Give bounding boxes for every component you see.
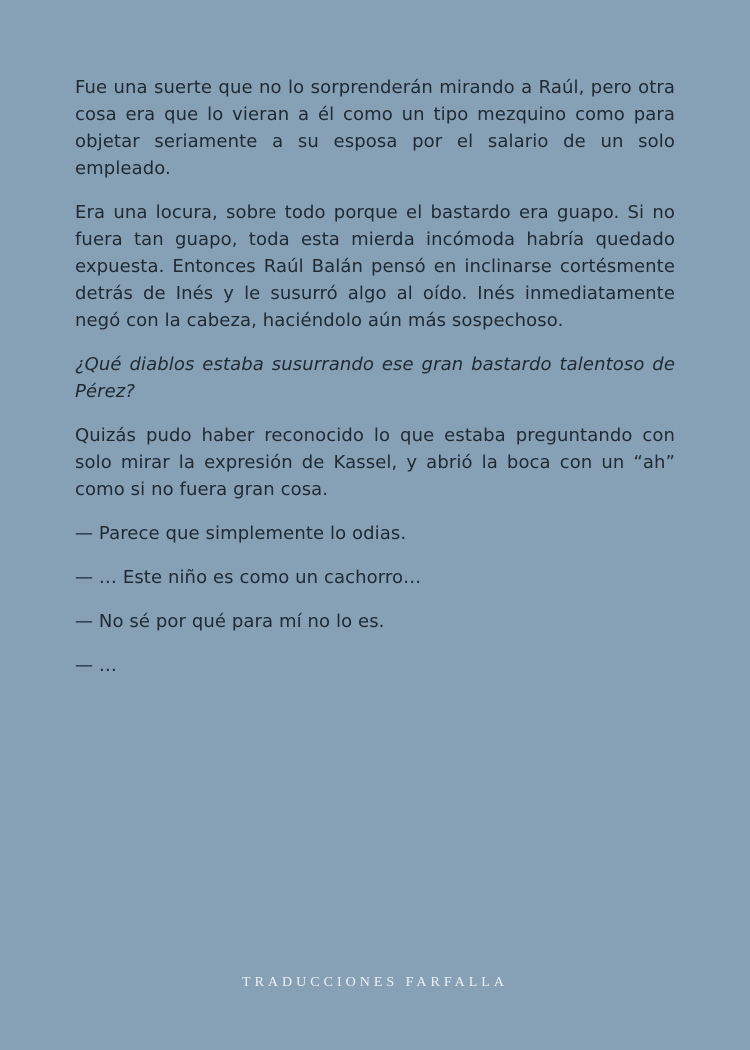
- dialogue-line: — … Este niño es como un cachorro…: [75, 567, 422, 588]
- italic-thought: ¿Qué diablos estaba susurrando ese gran bastardo talentoso de Pérez?: [75, 354, 675, 402]
- paragraph: Era una locura, sobre todo porque el bastardo era guapo. Si no fuera tan guapo, toda esta mierda incómoda habría quedado expuesta. Entonces Raúl Balán pensó en inclinarse cortésmente detrás de Inés y le susurró algo al oído. Inés inmediatamente negó con la cabeza, haciéndolo aún más sospechoso.: [75, 202, 675, 331]
- dialogue-line: — No sé por qué para mí no lo es.: [75, 611, 385, 632]
- paragraph: Quizás pudo haber reconocido lo que estaba preguntando con solo mirar la expresión de Kassel, y abrió la boca con un “ah” como si no fuera gran cosa.: [75, 425, 675, 500]
- page-body: [75, 74, 675, 696]
- publisher-footer: TRADUCCIONES FARFALLA: [242, 975, 508, 990]
- dialogue-line: — …: [75, 655, 118, 676]
- paragraph: Fue una suerte que no lo sorprenderán mirando a Raúl, pero otra cosa era que lo vieran a él como un tipo mezquino como para objetar seriamente a su esposa por el salario de un solo empleado.: [75, 77, 675, 179]
- dialogue-line: — Parece que simplemente lo odias.: [75, 523, 407, 544]
